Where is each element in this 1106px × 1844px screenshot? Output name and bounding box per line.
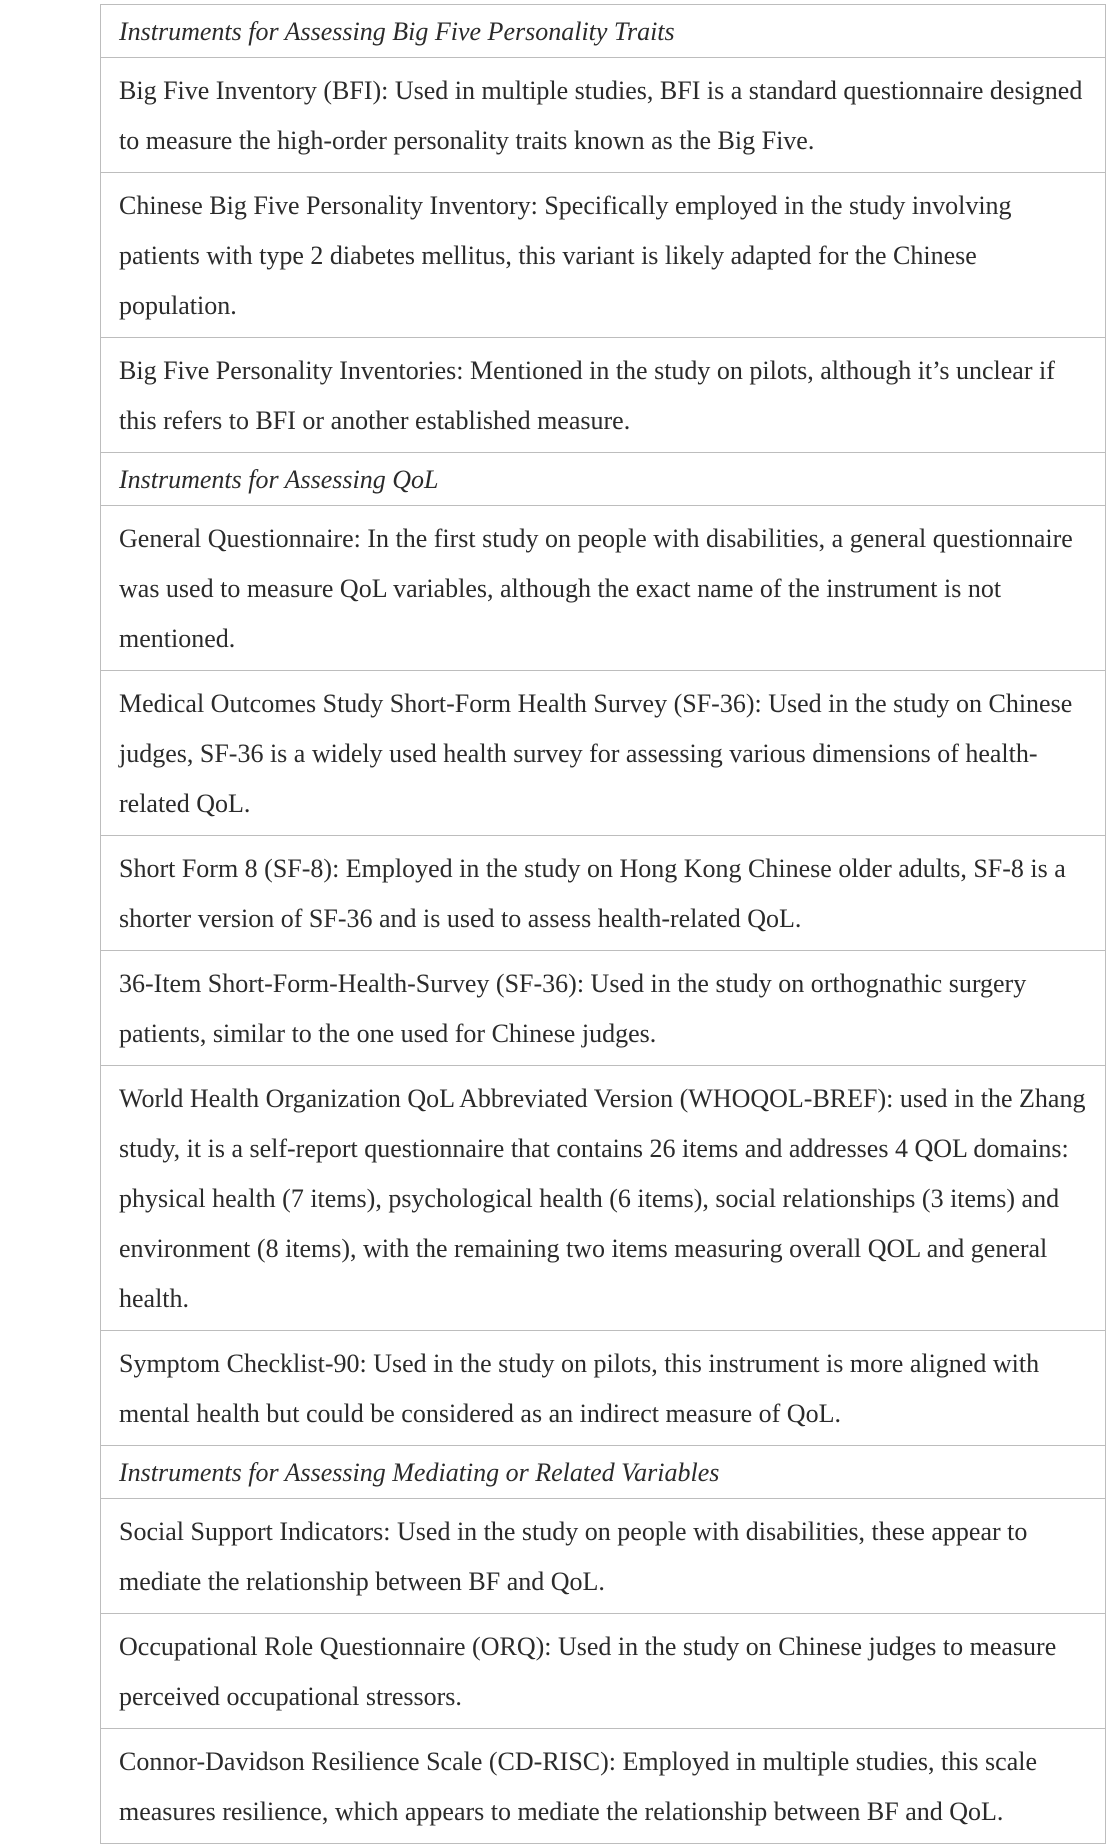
table-cell: Big Five Personality Inventories: Mentioned in the study on pilots, although it’s unclear if this refers to BFI or another established measure.: [101, 338, 1106, 453]
section-heading-mediating: Instruments for Assessing Mediating or Related Variables: [101, 1446, 1106, 1499]
table-row: [101, 5, 1106, 58]
table-cell: Medical Outcomes Study Short-Form Health Survey (SF-36): Used in the study on Chinese judges, SF-36 is a widely used health survey for assessing various dimensions of health-related QoL.: [101, 671, 1106, 836]
table-row: [101, 836, 1106, 951]
instruments-table: [100, 4, 1106, 1844]
table-row: [101, 1614, 1106, 1729]
table-row: [101, 1499, 1106, 1614]
table-cell: Connor-Davidson Resilience Scale (CD-RISC): Employed in multiple studies, this scale measures resilience, which appears to mediate the relationship between BF and QoL.: [101, 1729, 1106, 1844]
table-row: [101, 58, 1106, 173]
table-cell: 36-Item Short-Form-Health-Survey (SF-36): Used in the study on orthognathic surgery patients, similar to the one used for Chinese judges.: [101, 951, 1106, 1066]
table-cell: World Health Organization QoL Abbreviated Version (WHOQOL-BREF): used in the Zhang study, it is a self-report questionnaire that contains 26 items and addresses 4 QOL domains: physical health (7 items), psychological health (6 items), social relationships (3 items) and environment (8 items), with the remaining two items measuring overall QOL and general health.: [101, 1066, 1106, 1331]
table-row: [101, 1331, 1106, 1446]
table-row: [101, 951, 1106, 1066]
table-row: [101, 506, 1106, 671]
table-cell: Occupational Role Questionnaire (ORQ): Used in the study on Chinese judges to measure perceived occupational stressors.: [101, 1614, 1106, 1729]
section-heading-big-five: Instruments for Assessing Big Five Personality Traits: [101, 5, 1106, 58]
table-row: [101, 173, 1106, 338]
section-heading-qol: Instruments for Assessing QoL: [101, 453, 1106, 506]
table-cell: General Questionnaire: In the first study on people with disabilities, a general questionnaire was used to measure QoL variables, although the exact name of the instrument is not mentioned.: [101, 506, 1106, 671]
table-cell: Symptom Checklist-90: Used in the study on pilots, this instrument is more aligned with mental health but could be considered as an indirect measure of QoL.: [101, 1331, 1106, 1446]
instruments-table-container: [100, 4, 1106, 1844]
table-cell: Short Form 8 (SF-8): Employed in the study on Hong Kong Chinese older adults, SF-8 is a shorter version of SF-36 and is used to assess health-related QoL.: [101, 836, 1106, 951]
table-row: [101, 1066, 1106, 1331]
table-row: [101, 1446, 1106, 1499]
table-row: [101, 671, 1106, 836]
table-row: [101, 338, 1106, 453]
table-cell: Chinese Big Five Personality Inventory: Specifically employed in the study involving patients with type 2 diabetes mellitus, this variant is likely adapted for the Chinese population.: [101, 173, 1106, 338]
table-cell: Big Five Inventory (BFI): Used in multiple studies, BFI is a standard questionnaire designed to measure the high-order personality traits known as the Big Five.: [101, 58, 1106, 173]
table-row: [101, 1729, 1106, 1844]
table-row: [101, 453, 1106, 506]
table-cell: Social Support Indicators: Used in the study on people with disabilities, these appear to mediate the relationship between BF and QoL.: [101, 1499, 1106, 1614]
